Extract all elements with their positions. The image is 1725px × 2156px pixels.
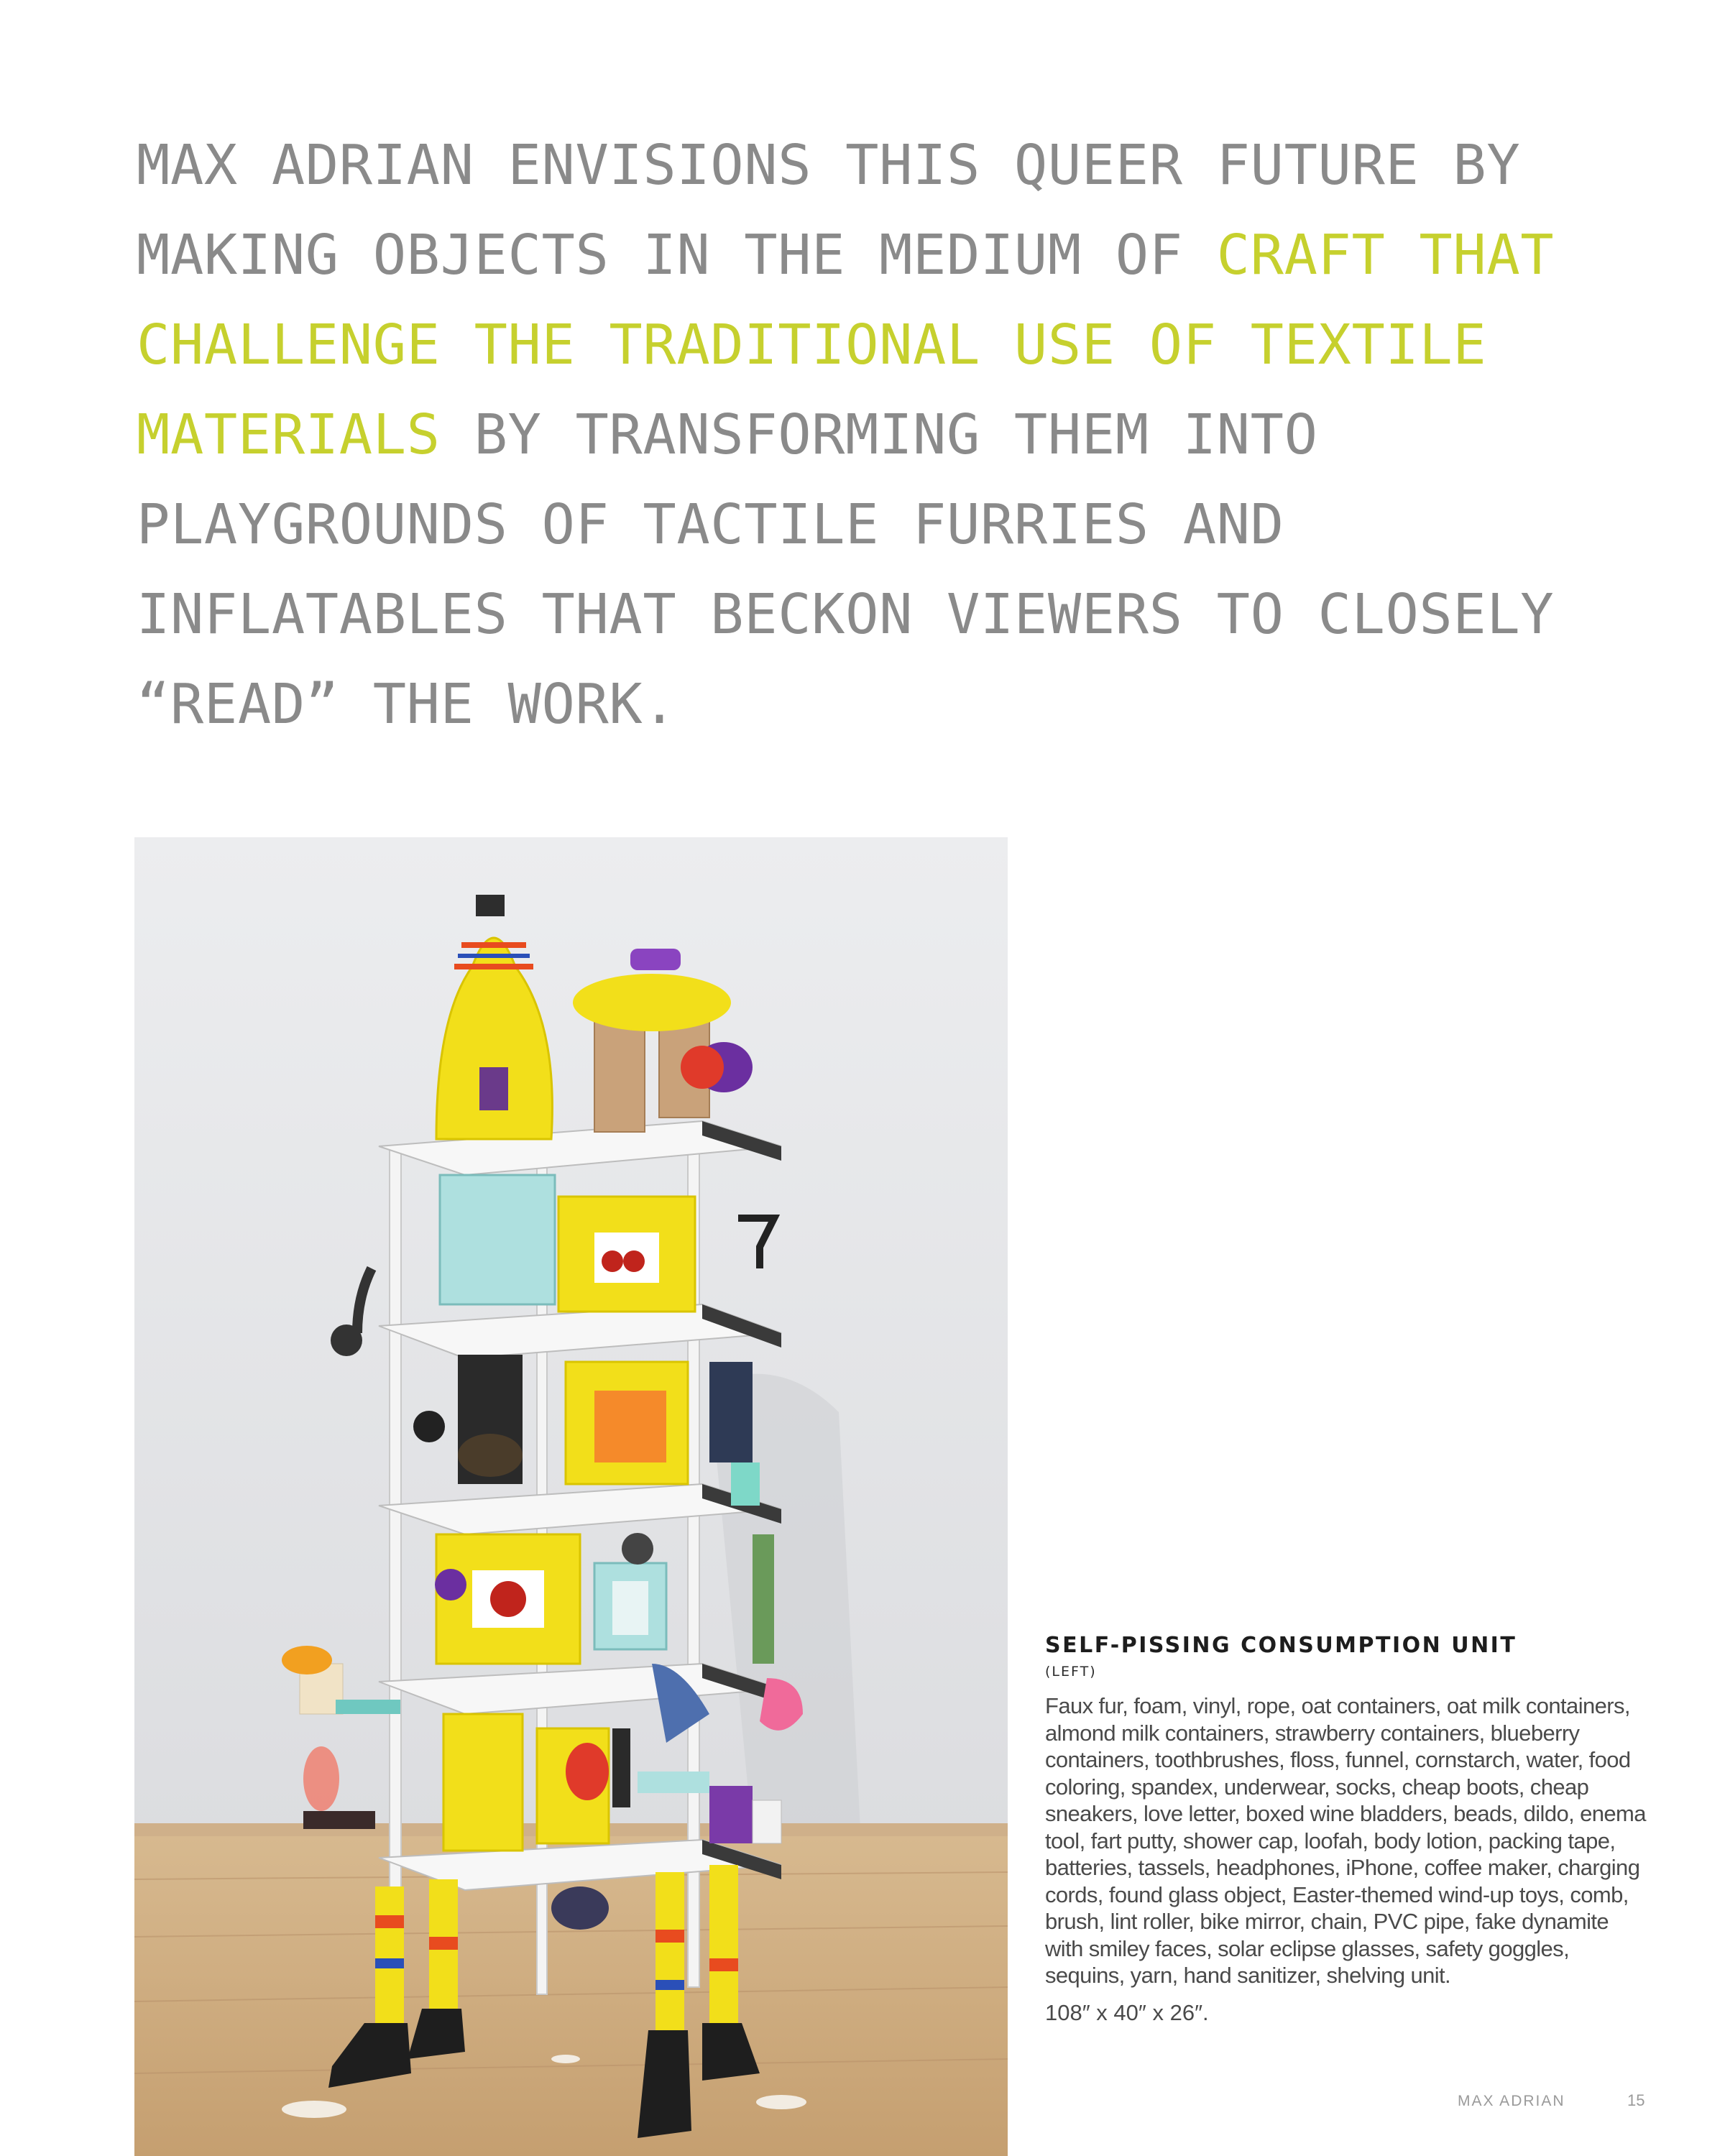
footer-artist-name: MAX ADRIAN xyxy=(1458,2093,1565,2109)
sculpture-illustration xyxy=(134,837,1008,2156)
artwork-title: SELF-PISSING CONSUMPTION UNIT xyxy=(1045,1633,1517,1658)
pull-quote-text-end: BY TRANSFORMING THEM INTO PLAYGROUNDS OF TACTILE FURRIES AND INFLATABLES THAT BECKON VIEWERS TO CLOSELY “READ” THE WORK. xyxy=(137,403,1555,737)
artwork-position: (LEFT) xyxy=(1045,1664,1097,1680)
artwork-photo xyxy=(134,837,1008,2156)
pull-quote-text: MAX ADRIAN ENVISIONS THIS QUEER FUTURE BY MAKING OBJECTS IN THE MEDIUM OF xyxy=(137,134,1521,287)
page-number: 15 xyxy=(1627,2091,1645,2109)
pull-quote xyxy=(137,121,1632,750)
artwork-dimensions: 108″ x 40″ x 26″. xyxy=(1045,1999,1209,2025)
artwork-materials: Faux fur, foam, vinyl, rope, oat containers, oat milk containers, almond milk containers, strawberry containers, blueberry containers, toothbrushes, floss, funnel, cornstarch, water, food coloring, spandex, underwear, socks, cheap boots, cheap sneakers, love letter, boxed wine bladders, beads, dildo, enema tool, fart putty, shower cap, loofah, body lotion, packing tape, batteries, tassels, headphones, iPhone, coffee maker, charging cords, found glass object, Easter-themed wind-up toys, comb, brush, lint roller, bike mirror, chain, PVC pipe, fake dynamite with smiley faces, solar eclipse glasses, safety goggles, sequins, yarn, hand sanitizer, shelving unit. xyxy=(1045,1693,1646,1988)
artwork-caption xyxy=(1045,1633,1649,2027)
pull-quote-highlight: CRAFT THAT CHALLENGE THE TRADITIONAL USE OF TEXTILE MATERIALS xyxy=(137,224,1555,467)
